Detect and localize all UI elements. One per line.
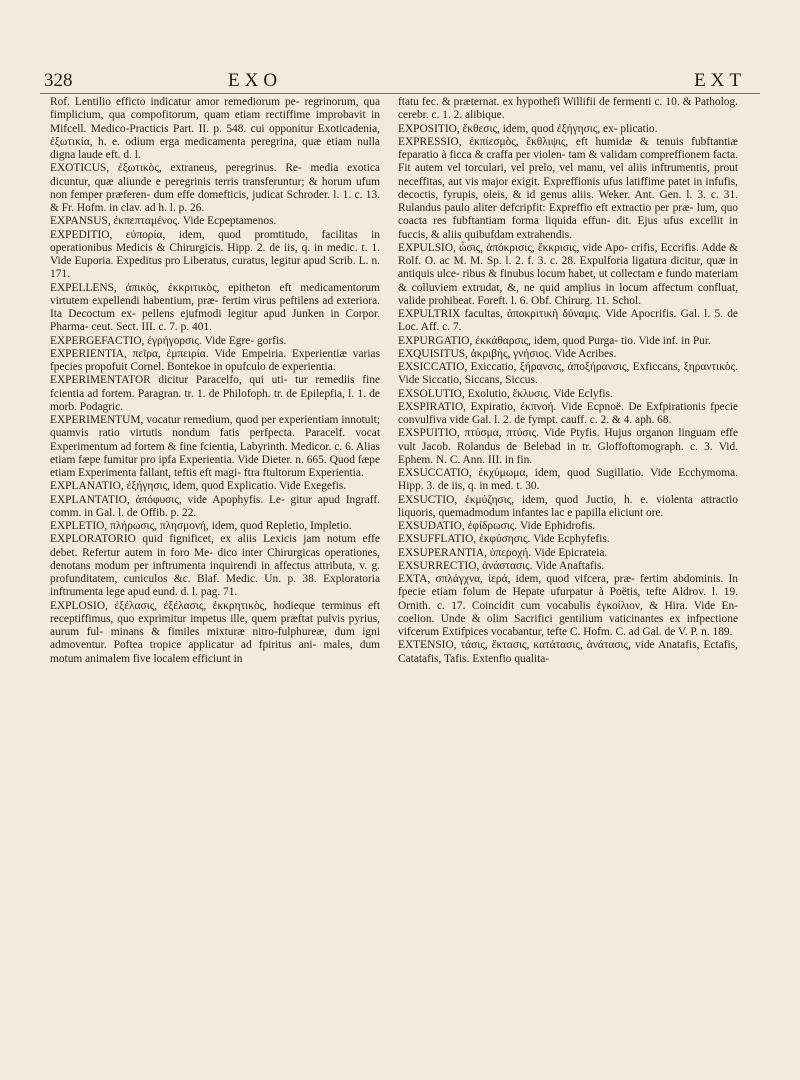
- entry: EXOTICUS, ἐξωτικὸς, extraneus, peregrinus. Re- media exotica dicuntur, quæ aliunde e peregrinis terris transferuntur; & horum ufum non femper præferen- dum effe domefticis, judicat Schroder. l. 1. c. 13. & Fr. Hofm. in clav. ad h. l. p. 26.: [50, 162, 380, 214]
- entry: EXPULSIO, ὦσις, ἀπόκρισις, ἔκκρισις, vide Apo- crifis, Eccrifis. Adde & Rolf. O. ac M. M. Sp. l. 2. f. 3. c. 28. Expulforia ligatura dicitur, quæ in antiquis ulce- ribus & finubus locum habet, ut collectam e fundo materiam & colluviem extrudat, &, ne quid amplius in locum affectum confluat, valide prohibeat. Foreft. l. 6. Obf. Chirurg. 11. Schol.: [398, 241, 738, 307]
- header-rule: [40, 93, 760, 94]
- entry: EXPERIENTIA, πεῖρα, ἐμπειρία. Vide Empeiria. Experientiæ varias fpecies propofuit Cornel. Bontekoe in opufculo de experientia.: [50, 347, 380, 373]
- entry: EXSUCTIO, ἐκμύζησις, idem, quod Juctio, h. e. violenta attractio liquoris, quemadmodum infantes lac e papilla eliciunt ore.: [398, 493, 738, 519]
- entry: EXSICCATIO, Exiccatio, ξήρανσις, ἀποξήρανσις, Exficcans, ξηραντικὸς. Vide Siccatio, Siccans, Siccus.: [398, 361, 738, 387]
- entry: EXTENSIO, τάσις, ἔκτασις, κατάτασις, ἀνάτασις, vide Anatafis, Ectafis, Catatafis, Tafis. Extenfio qualita-: [398, 639, 738, 665]
- running-head-left: EXO: [228, 70, 283, 91]
- entry: EXPELLENS, ἀπικὸς, ἐκκριτικὸς, epitheton eft medicamentorum virtutem expellendi habentium, præ- fertim virus peftilens ad exteriora. Ita Decoctum ex- pellens ejufmodi legitur apud Junken in Corpor. Pharma- ceut. Sect. III. c. 7. p. 401.: [50, 281, 380, 334]
- entry: EXPANSUS, ἐκπεπταμένος. Vide Ecpeptamenos.: [50, 215, 277, 228]
- right-column: [398, 96, 738, 1066]
- entry: EXPERIMENTUM, vocatur remedium, quod per experientiam innotuit; quamvis ratio virtutis nondum fatis perfpecta. Paracelf. vocat Experimentum ad fortem & fine fcientia, Labyrinth. Medicor. c. 6. Alias etiam fæpe fumitur pro ipfa Experientia. Vide Dieter. n. 665. Quod fæpe etiam Experimenta fallant, teftis eft magi- ftra ftultorum Experientia.: [50, 414, 380, 479]
- entry: EXSUFFLATIO, ἐκφύσησις. Vide Ecphyfefis.: [398, 533, 610, 546]
- entry: EXPEDITIO, εὐπορία, idem, quod promtitudo, facilitas in operationibus Medicis & Chirurgicis. Hipp. 2. de iis, q. in medic. t. 1. Vide Euporia. Expeditus pro Liberatus, curatus, legitur apud Scrib. L. n. 171.: [50, 228, 380, 281]
- left-column: [50, 96, 380, 1066]
- entry: EXQUISITUS, ἀκριβὴς, γνήσιος. Vide Acribes.: [398, 347, 617, 360]
- entry: EXPLORATORIO quid fignificet, ex aliis Lexicis jam notum effe debet. Refertur autem in foro Me- dico inter Chirurgicas operationes, denotans modum per inftrumenta inquirendi in affectus attributa, v. g. profunditatem, cuniculos &c. Blaf. Medic. Un. p. 38. Exploratoria inftrumenta lege apud eund. d. l. pag. 71.: [50, 533, 380, 599]
- entry: EXPLOSIO, ἐξέλασις, ἐξέλασις, ἐκκρητικὸς, hodieque terminus eft receptiffimus, quo exprimitur impetus ille, quem præftat pulvis pyrius, aurum ful- minans & fimiles mixturæ nitro-fulphureæ, dum igni admoventur. Poftea tropice applicatur ad fpiritus ani- males, dum motum animalem five localem efficiunt in: [50, 599, 380, 665]
- entry: EXPURGATIO, ἐκκάθαρσις, idem, quod Purga- tio. Vide inf. in Pur.: [398, 334, 711, 347]
- entry: EXPOSITIO, ἔκθεσις, idem, quod ἐξήγησις, ex- plicatio.: [398, 122, 658, 135]
- entry: EXTA, σπλάγχνα, ἱερά, idem, quod vifcera, præ- fertim abdominis. In fpecie etiam folum de Hepate ufurpatur à Poëtis, tefte Aldrov. l. 19. Ornith. c. 17. Coincidit cum vocabulis ἐγκοίλιον, & Hira. Vide En- coelion. Unde & olim Sacrifici gentilium vaticinantes ex infpectione vifcerum Extifpices vocabantur, tefte C. Hofm. C. ad Gal. de V. P. n. 189.: [398, 573, 738, 638]
- entry: EXPERGEFACTIO, ἐγρήγορσις. Vide Egre- gorfis.: [50, 334, 287, 347]
- page-header: [40, 68, 760, 94]
- page-number: 328: [44, 70, 73, 91]
- entry: ftatu fec. & præternat. ex hypothefi Willifii de fermenti c. 10. & Patholog. cerebr. c. 1. 2. alibique.: [398, 96, 738, 122]
- entry: EXSOLUTIO, Exolutio, ἔκλυσις. Vide Eclyfis.: [398, 387, 613, 400]
- entry: EXPULTRIX facultas, ἀποκριτικὴ δύναμις. Vide Apocrifis. Gal. l. 5. de Loc. Aff. c. 7.: [398, 308, 738, 334]
- running-head-right: EXT: [694, 70, 746, 91]
- entry: EXSPUITIO, πτύσμα, πτύσις. Vide Ptyfis. Hujus organon linguam effe vult Jacob. Rolandus de Belebad in tr. Gloffoftomograph. c. 3. Vid. Ephem. N. C. Ann. III. in fin.: [398, 427, 738, 466]
- entry: EXPLETIO, πλήρωσις, πλησμονή, idem, quod Repletio, Impletio.: [50, 520, 352, 532]
- entry: EXPLANTATIO, ἀπόφυσις, vide Apophyfis. Le- gitur apud Ingraff. comm. in Gal. l. de Offib. p. 22.: [50, 493, 380, 519]
- entry: EXSUPERANTIA, ὑπεροχή. Vide Epicrateia.: [398, 546, 608, 559]
- entry: EXSPIRATIO, Expiratio, ἐκπνοή. Vide Ecpnoë. De Exfpirationis fpecie convulfiva vide Gal. l. 2. de fympt. cauff. c. 2. & 4. aph. 68.: [398, 400, 738, 426]
- entry: Rof. Lentilio efficto indicatur amor remediorum pe- regrinorum, qua fimplicium, qua compofitorum, quam etiam rectiffime improbavit in Mifcell. Medico-Practicis Part. II. p. 548. cui opponitur Exoticadenia, ἐξωτικία, h. e. odium erga medicamenta peregrina, quæ etiam nulla digna laude eft. d. l.: [50, 96, 380, 161]
- entry: EXPRESSIO, ἐκπίεσμὸς, ἔκθλιψις, eft humidæ & tenuis fubftantiæ feparatio à ficca & craffa per violen- tam & validam compreffionem facta. Fit autem vel torculari, vel prelo, vel manu, vel aliis inftrumentis, prout neceffitas, aut vis major exigit. Expreffionis ufus latiffime patet in infufis, decoctis, fyrupis, oleis, & id genus aliis. Weker. Ant. Gen. l. 3. c. 31. Rulandus paulo aliter defcripfit: Expreffio eft extractio per præ- lum, quo coacta res fubftantiam forma liquida effun- dit. Ejus ufus excellit in fuccis, & aliis quibufdam extrahendis.: [398, 135, 738, 241]
- entry: EXSUDATIO, ἐφίδρωσις. Vide Ephidrofis.: [398, 520, 596, 532]
- entry: EXPLANATIO, ἐξήγησις, idem, quod Explicatio. Vide Exegefis.: [50, 480, 347, 493]
- entry: EXSURRECTIO, ἀνάστασις. Vide Anaftafis.: [398, 559, 605, 572]
- entry: EXSUCCATIO, ἐκχύμωμα, idem, quod Sugillatio. Vide Ecchymoma. Hipp. 3. de iis, q. in med. t. 30.: [398, 467, 738, 493]
- entry: EXPERIMENTATOR dicitur Paracelfo, qui uti- tur remediis fine fcientia ad fortem. Paragran. tr. 1. de Philofoph. tr. de Epilepfia, l. 1. de morb. Podagric.: [50, 374, 380, 413]
